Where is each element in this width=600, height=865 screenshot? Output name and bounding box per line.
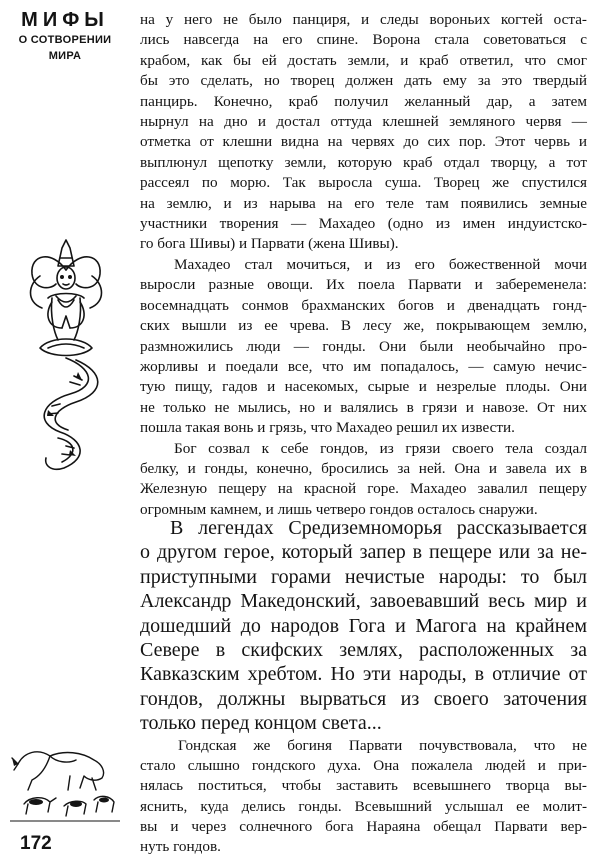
text-line: бы это сделать, но творец должен дать ему за это твердый — [140, 72, 587, 90]
main-text-block — [140, 10, 587, 520]
text-line: огромным камнем, и лишь четверо гондов осталось снаружи. — [140, 500, 538, 518]
running-head-subtitle-line1: О СОТВОРЕНИИ — [18, 34, 112, 46]
text-line: панцирь. Конечно, краб получил желанный дар, а затем — [140, 92, 587, 110]
text-line: участники творения — Махадео (одно из имен индуистско- — [140, 215, 587, 233]
text-line: Махадео стал мочиться, и из его божественной мочи — [174, 255, 587, 273]
text-line: нырнул на дно и достал оттуда клешней земляного червя — — [140, 113, 587, 131]
text-line: на у него не было панциря, и следы вороньих когтей оста- — [140, 11, 587, 28]
text-line: Гондская же богиня Парвати почувствовала, что не — [178, 737, 587, 754]
text-line: отметка от клешни видна на червях до сих пор. Этот червь и — [140, 133, 587, 151]
text-line: стало слышно гондского духа. Она пожалела людей и при- — [140, 757, 587, 775]
pull-text-line: Севере в скифских землях, расположенных за — [140, 639, 587, 662]
text-line: тую пищу, гадов и насекомых, сырые и незрелые плоды. Они — [140, 378, 587, 396]
pull-text-line: о другом герое, который запер в пещере или за не- — [140, 541, 587, 564]
running-head-title: МИФЫ — [21, 9, 109, 31]
text-line: на землю, и из нарыва на его теле там появились земные — [140, 194, 587, 212]
text-line: нялась поститься, чтобы заставить всевышнего творца вы- — [140, 777, 587, 795]
pull-text-line: приступными горами нечистые народы: то был — [140, 565, 587, 588]
text-line: лись навсегда на его спине. Ворона стала советоваться с — [140, 31, 587, 49]
pull-text-line: гондов, должны вырваться из своего заточения — [140, 687, 587, 710]
text-line: яснить, куда делись гонды. Всевышний услышал ее молит- — [140, 797, 587, 815]
text-line: белку, и гонды, конечно, бросились за ней. Она и завела их в — [140, 459, 587, 477]
text-line: размножились люди — гонды. Они были необычайно про- — [140, 337, 587, 355]
text-line: рассеял по морю. Так выросла суша. Творец же спустился — [140, 174, 587, 192]
text-line: жорливы и поедали все, что им попадалось, — самую нечис- — [140, 357, 587, 375]
pull-text-line: Кавказским хребтом. Но эти народы, в отличие от — [140, 663, 587, 686]
deity-on-serpent-illustration — [18, 236, 114, 481]
closing-text-block — [140, 736, 587, 857]
pull-text-line: В легендах Средиземноморья рассказывается — [170, 517, 587, 539]
text-line: восемнадцать сонмов брахманских богов и двенадцать гонд- — [140, 296, 587, 314]
text-line: нуть гондов. — [140, 838, 221, 856]
page-number: 172 — [20, 833, 52, 854]
running-head — [10, 8, 120, 64]
text-line: Железную пещеру на красной горе. Махадео завалил пещеру — [140, 480, 587, 498]
text-line: ских вышли из ее чрева. В лесу же, покрывающем землю, — [140, 317, 587, 335]
pull-text-block — [140, 516, 587, 736]
pull-text-line: дошедший до народов Гога и Магога на крайнем — [140, 614, 587, 637]
text-line: вы и через солнечного бога Нараяна обещал Парвати вер- — [140, 817, 587, 835]
pull-text-line: только перед концом света... — [140, 712, 382, 735]
cave-animals-illustration — [10, 742, 120, 833]
text-line: не только не мылись, но и валялись в грязи и навозе. От них — [140, 398, 587, 416]
text-line: го бога Шивы) и Парвати (жена Шивы). — [140, 235, 399, 253]
text-line: пошла такая вонь и грязь, что Махадео решил их извести. — [140, 419, 515, 437]
text-line: выросли разные овощи. Их поела Парвати и забеременела: — [140, 276, 587, 294]
text-line: выплюнул щепотку земли, которую краб отдал творцу, а тот — [140, 153, 587, 171]
running-head-subtitle-line2: МИРА — [48, 50, 82, 62]
text-line: крабом, как бы ей достать земли, и краб ответил, что смог — [140, 51, 587, 69]
text-line: Бог созвал к себе гондов, из грязи своего тела создал — [174, 439, 587, 457]
pull-text-line: Александр Македонский, завоевавший весь мир и — [140, 590, 587, 613]
